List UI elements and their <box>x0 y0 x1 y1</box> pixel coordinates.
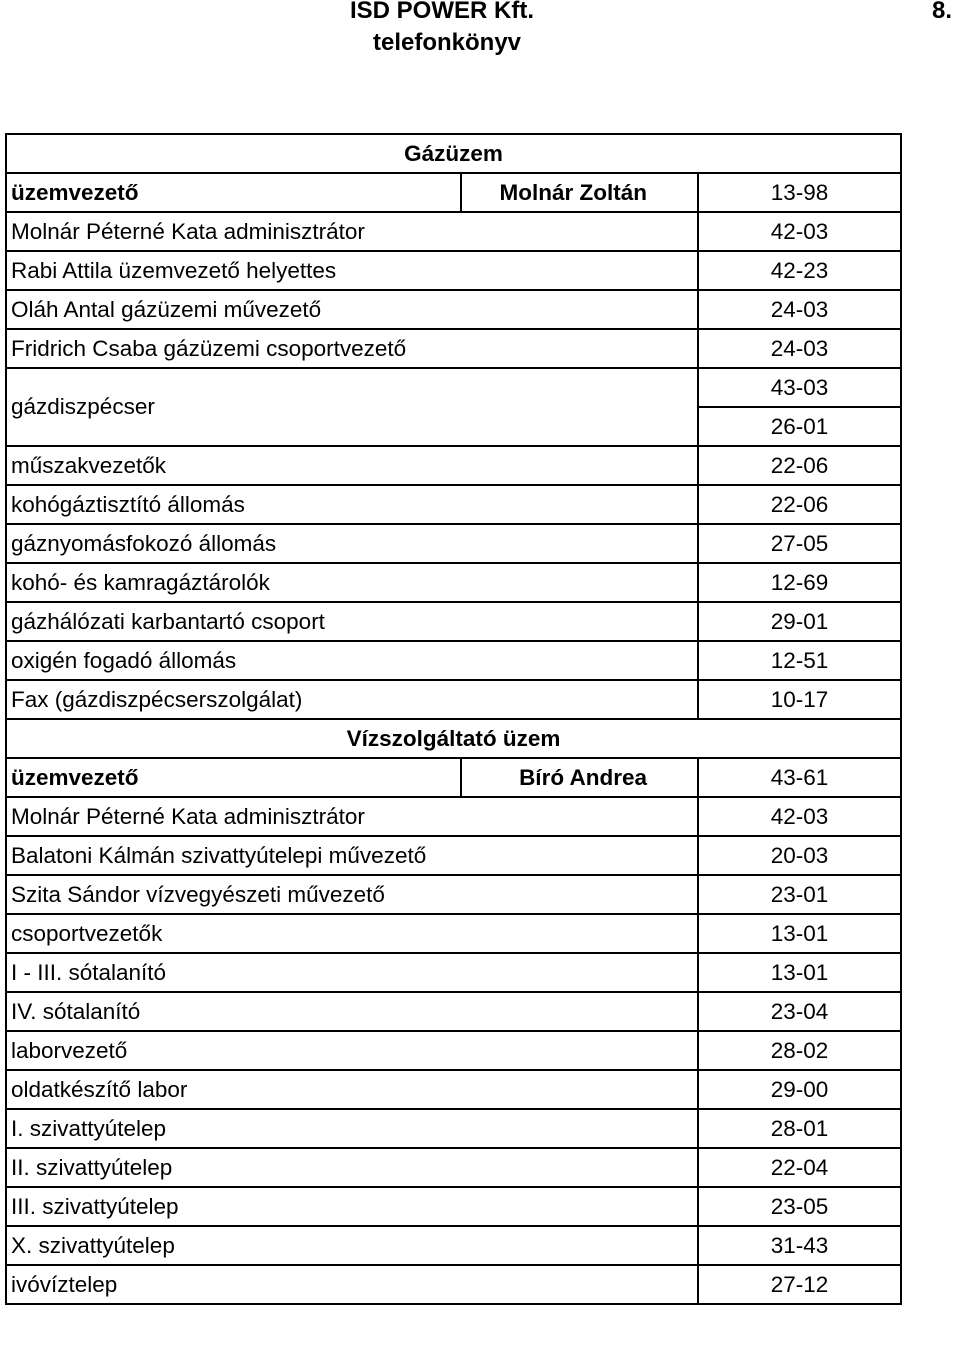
entry-label: műszakvezetők <box>6 446 698 485</box>
directory-row <box>6 836 901 875</box>
section-header <box>6 719 901 758</box>
directory-row <box>6 602 901 641</box>
entry-label: Fridrich Csaba gázüzemi csoportvezető <box>6 329 698 368</box>
manager-phone: 43-61 <box>698 758 901 797</box>
directory-row <box>6 680 901 719</box>
directory-row <box>6 212 901 251</box>
directory-row <box>6 485 901 524</box>
directory-row <box>6 1226 901 1265</box>
entry-label: X. szivattyútelep <box>6 1226 698 1265</box>
directory-row <box>6 329 901 368</box>
entry-label: kohógáztisztító állomás <box>6 485 698 524</box>
company-name: ISD POWER Kft. <box>350 0 534 24</box>
entry-phone: 10-17 <box>698 680 901 719</box>
entry-phone: 13-01 <box>698 953 901 992</box>
dispatcher-label: gázdiszpécser <box>6 368 698 446</box>
entry-label: oldatkészítő labor <box>6 1070 698 1109</box>
entry-phone: 29-00 <box>698 1070 901 1109</box>
section-water-plant <box>6 719 901 1304</box>
entry-label: Oláh Antal gázüzemi művezető <box>6 290 698 329</box>
section-gas-plant <box>6 134 901 719</box>
directory-row <box>6 1265 901 1304</box>
entry-phone: 29-01 <box>698 602 901 641</box>
directory-row <box>6 1031 901 1070</box>
entry-label: III. szivattyútelep <box>6 1187 698 1226</box>
directory-row <box>6 992 901 1031</box>
entry-label: Rabi Attila üzemvezető helyettes <box>6 251 698 290</box>
manager-label: üzemvezető <box>6 758 461 797</box>
manager-name: Bíró Andrea <box>461 758 698 797</box>
entry-label: laborvezető <box>6 1031 698 1070</box>
entry-label: I. szivattyútelep <box>6 1109 698 1148</box>
entry-phone: 23-04 <box>698 992 901 1031</box>
entry-phone: 12-69 <box>698 563 901 602</box>
directory-row <box>6 953 901 992</box>
directory-row <box>6 290 901 329</box>
directory-row <box>6 641 901 680</box>
entry-label: oxigén fogadó állomás <box>6 641 698 680</box>
dispatcher-row <box>6 368 901 407</box>
section-title: Vízszolgáltató üzem <box>6 719 901 758</box>
entry-phone: 22-06 <box>698 446 901 485</box>
entry-phone: 24-03 <box>698 329 901 368</box>
entry-phone: 27-12 <box>698 1265 901 1304</box>
manager-name: Molnár Zoltán <box>461 173 698 212</box>
entry-phone: 42-03 <box>698 797 901 836</box>
manager-label: üzemvezető <box>6 173 461 212</box>
directory-row <box>6 1148 901 1187</box>
directory-row <box>6 1070 901 1109</box>
entry-label: gázhálózati karbantartó csoport <box>6 602 698 641</box>
manager-row <box>6 173 901 212</box>
entry-phone: 42-03 <box>698 212 901 251</box>
manager-phone: 13-98 <box>698 173 901 212</box>
directory-row <box>6 446 901 485</box>
entry-phone: 27-05 <box>698 524 901 563</box>
entry-label: Balatoni Kálmán szivattyútelepi művezető <box>6 836 698 875</box>
entry-label: kohó- és kamragáztárolók <box>6 563 698 602</box>
entry-label: gáznyomásfokozó állomás <box>6 524 698 563</box>
directory-row <box>6 875 901 914</box>
entry-label: IV. sótalanító <box>6 992 698 1031</box>
page-number: 8. <box>932 0 953 24</box>
phone-directory-table <box>5 133 902 1305</box>
section-title: Gázüzem <box>6 134 901 173</box>
entry-label: Fax (gázdiszpécserszolgálat) <box>6 680 698 719</box>
directory-row <box>6 563 901 602</box>
dispatcher-phone-1: 43-03 <box>698 368 901 407</box>
entry-phone: 12-51 <box>698 641 901 680</box>
entry-phone: 28-01 <box>698 1109 901 1148</box>
entry-phone: 22-06 <box>698 485 901 524</box>
entry-phone: 13-01 <box>698 914 901 953</box>
directory-row <box>6 251 901 290</box>
entry-phone: 28-02 <box>698 1031 901 1070</box>
entry-label: Molnár Péterné Kata adminisztrátor <box>6 797 698 836</box>
directory-row <box>6 1187 901 1226</box>
entry-label: II. szivattyútelep <box>6 1148 698 1187</box>
entry-label: I - III. sótalanító <box>6 953 698 992</box>
entry-phone: 42-23 <box>698 251 901 290</box>
entry-phone: 20-03 <box>698 836 901 875</box>
entry-label: ivóvíztelep <box>6 1265 698 1304</box>
entry-phone: 24-03 <box>698 290 901 329</box>
entry-phone: 22-04 <box>698 1148 901 1187</box>
document-subtitle: telefonkönyv <box>373 29 522 56</box>
directory-row <box>6 524 901 563</box>
directory-row <box>6 797 901 836</box>
entry-phone: 31-43 <box>698 1226 901 1265</box>
directory-row <box>6 1109 901 1148</box>
dispatcher-phone-2: 26-01 <box>698 407 901 446</box>
entry-label: csoportvezetők <box>6 914 698 953</box>
entry-label: Szita Sándor vízvegyészeti művezető <box>6 875 698 914</box>
entry-label: Molnár Péterné Kata adminisztrátor <box>6 212 698 251</box>
directory-row <box>6 914 901 953</box>
section-header <box>6 134 901 173</box>
entry-phone: 23-05 <box>698 1187 901 1226</box>
entry-phone: 23-01 <box>698 875 901 914</box>
manager-row <box>6 758 901 797</box>
